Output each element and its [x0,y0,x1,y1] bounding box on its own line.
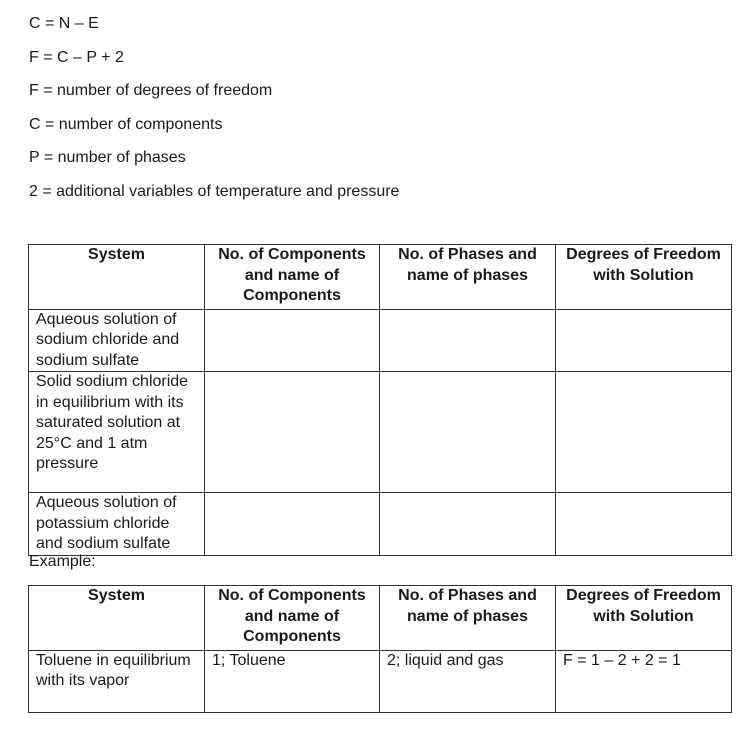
header-components: No. of Components and name of Components [205,586,380,651]
example-label: Example: [29,553,96,570]
header-system: System [29,586,205,651]
definition-f: F = number of degrees of freedom [29,82,273,100]
cell-freedom[interactable] [556,309,732,372]
definition-p: P = number of phases [29,149,186,167]
cell-phases[interactable] [380,372,556,493]
formula-list [29,14,399,216]
formula-phase-rule: F = C – P + 2 [29,48,124,66]
cell-phases[interactable] [380,309,556,372]
table-header-row [29,245,732,310]
cell-components: 1; Toluene [205,650,380,712]
definition-c: C = number of components [29,115,223,133]
cell-components[interactable] [205,372,380,493]
table-row [29,309,732,372]
cell-system: Aqueous solution of potassium chloride and sodium sulfate [29,493,205,556]
header-system: System [29,245,205,310]
cell-system: Aqueous solution of sodium chloride and sodium sulfate [29,309,205,372]
header-phases: No. of Phases and name of phases [380,586,556,651]
definition-2: 2 = additional variables of temperature and pressure [29,182,400,200]
cell-components[interactable] [205,309,380,372]
table-row [29,493,732,556]
formula-component-rule: C = N – E [29,15,99,32]
header-freedom: Degrees of Freedom with Solution [556,586,732,651]
example-table [28,585,732,713]
table-row [29,372,732,493]
table-header-row [29,586,732,651]
cell-freedom[interactable] [556,493,732,556]
cell-freedom[interactable] [556,372,732,493]
table-row [29,650,732,712]
exercise-table [28,244,732,556]
cell-phases[interactable] [380,493,556,556]
cell-system: Toluene in equilibrium with its vapor [29,650,205,712]
header-components: No. of Components and name of Components [205,245,380,310]
cell-components[interactable] [205,493,380,556]
cell-phases: 2; liquid and gas [380,650,556,712]
cell-freedom: F = 1 – 2 + 2 = 1 [556,650,732,712]
header-freedom: Degrees of Freedom with Solution [556,245,732,310]
cell-system: Solid sodium chloride in equilibrium with its saturated solution at 25°C and 1 atm pressure [29,372,205,493]
header-phases: No. of Phases and name of phases [380,245,556,310]
